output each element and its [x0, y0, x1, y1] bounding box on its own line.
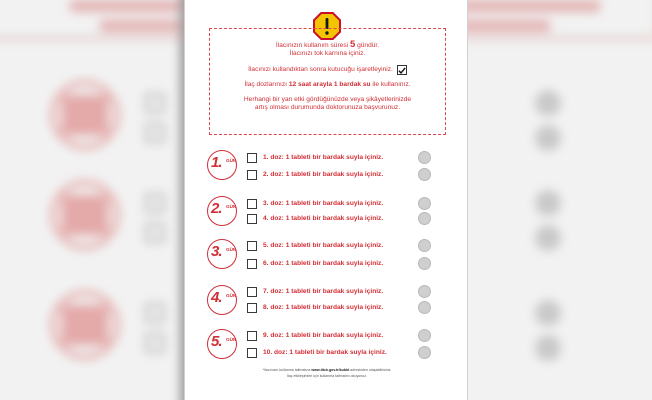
sun-icon — [418, 197, 431, 210]
sun-icon — [418, 285, 431, 298]
footnote-line-2: İlaç etkileşimleri için kullanma talimatını okuyunuz. — [286, 374, 368, 378]
dose-interval-line: İlaç dozlarınızı 12 saat arayla 1 bardak su ile kullanınız. — [244, 81, 411, 89]
day-3-number: 3. — [211, 243, 222, 260]
dose-1-label: 1. doz: 1 tableti bir bardak suyla içiniz. — [263, 154, 384, 161]
day-2-number: 2. — [211, 200, 222, 217]
instructions-box — [209, 28, 446, 135]
duration-line: İlacınızın kullanım süresi 5 gündür. — [275, 39, 380, 50]
dose-7-checkbox[interactable] — [247, 287, 257, 297]
sun-icon — [418, 239, 431, 252]
dose-row — [247, 330, 383, 341]
day-4-number: 4. — [211, 289, 222, 306]
dose-row — [247, 286, 383, 297]
dose-3-label: 3. doz: 1 tableti bir bardak suyla içiniz. — [263, 200, 384, 207]
meal-line: İlacınızı tok karnına içiniz. — [289, 50, 366, 58]
checked-checkbox-icon — [397, 65, 407, 75]
dose-row — [247, 347, 387, 358]
day-2-unit: GÜN — [226, 204, 237, 209]
day-5-number: 5. — [211, 333, 222, 350]
moon-icon — [418, 301, 431, 314]
dose-2-label: 2. doz: 1 tableti bir bardak suyla içiniz. — [263, 171, 384, 178]
moon-icon — [418, 346, 431, 359]
day-4-unit: GÜN — [226, 293, 237, 298]
day-1-unit: GÜN — [226, 158, 237, 163]
dose-row — [247, 169, 383, 180]
dose-4-checkbox[interactable] — [247, 214, 257, 224]
dose-1-checkbox[interactable] — [247, 153, 257, 163]
dose-5-checkbox[interactable] — [247, 241, 257, 251]
dose-row — [247, 198, 383, 209]
sun-icon — [418, 329, 431, 342]
footnote-link[interactable]: www.titck.gov.tr/kubkt — [311, 368, 350, 372]
dose-row — [247, 258, 383, 269]
dose-4-label: 4. doz: 1 tableti bir bardak suyla içiniz. — [263, 215, 384, 222]
moon-icon — [418, 212, 431, 225]
dose-10-checkbox[interactable] — [247, 348, 257, 358]
dose-row — [247, 213, 383, 224]
moon-icon — [418, 257, 431, 270]
duration-days: 5 — [349, 39, 356, 50]
dose-2-checkbox[interactable] — [247, 170, 257, 180]
dose-8-label: 8. doz: 1 tableti bir bardak suyla içiniz. — [263, 304, 384, 311]
footnote-line-1: *İlacınızın kullanma talimatına www.titck.gov.tr/kubkt adresinden ulaşabilirsiniz. — [262, 368, 392, 372]
day-1-section — [207, 150, 457, 190]
dose-3-checkbox[interactable] — [247, 199, 257, 209]
dose-row — [247, 152, 383, 163]
day-2-section — [207, 196, 457, 236]
dose-10-label: 10. doz: 1 tableti bir bardak suyla içiniz. — [263, 349, 387, 356]
dose-7-label: 7. doz: 1 tableti bir bardak suyla içiniz. — [263, 288, 384, 295]
moon-icon — [418, 168, 431, 181]
dose-row — [247, 302, 383, 313]
dose-9-label: 9. doz: 1 tableti bir bardak suyla içiniz. — [263, 332, 384, 339]
side-effect-line-1: Herhangi bir yan etki gördüğünüzde veya şikâyetlerinizde — [243, 95, 412, 103]
day-3-unit: GÜN — [226, 247, 237, 252]
dose-6-label: 6. doz: 1 tableti bir bardak suyla içiniz. — [263, 260, 384, 267]
side-effect-line-2: artış olması durumunda doktorunuza başvurunuz. — [254, 103, 401, 111]
medication-schedule-document — [184, 0, 468, 400]
dose-9-checkbox[interactable] — [247, 331, 257, 341]
dose-row — [247, 240, 383, 251]
dose-6-checkbox[interactable] — [247, 259, 257, 269]
day-3-section — [207, 239, 457, 279]
day-1-number: 1. — [211, 154, 222, 171]
day-5-unit: GÜN — [226, 337, 237, 342]
dose-5-label: 5. doz: 1 tableti bir bardak suyla içiniz. — [263, 242, 384, 249]
dose-8-checkbox[interactable] — [247, 303, 257, 313]
check-instruction-line: İlacınızı kullandıktan sonra kutucuğu işaretleyiniz. — [210, 65, 445, 75]
day-4-section — [207, 285, 457, 325]
sun-icon — [418, 151, 431, 164]
day-5-section — [207, 329, 457, 369]
